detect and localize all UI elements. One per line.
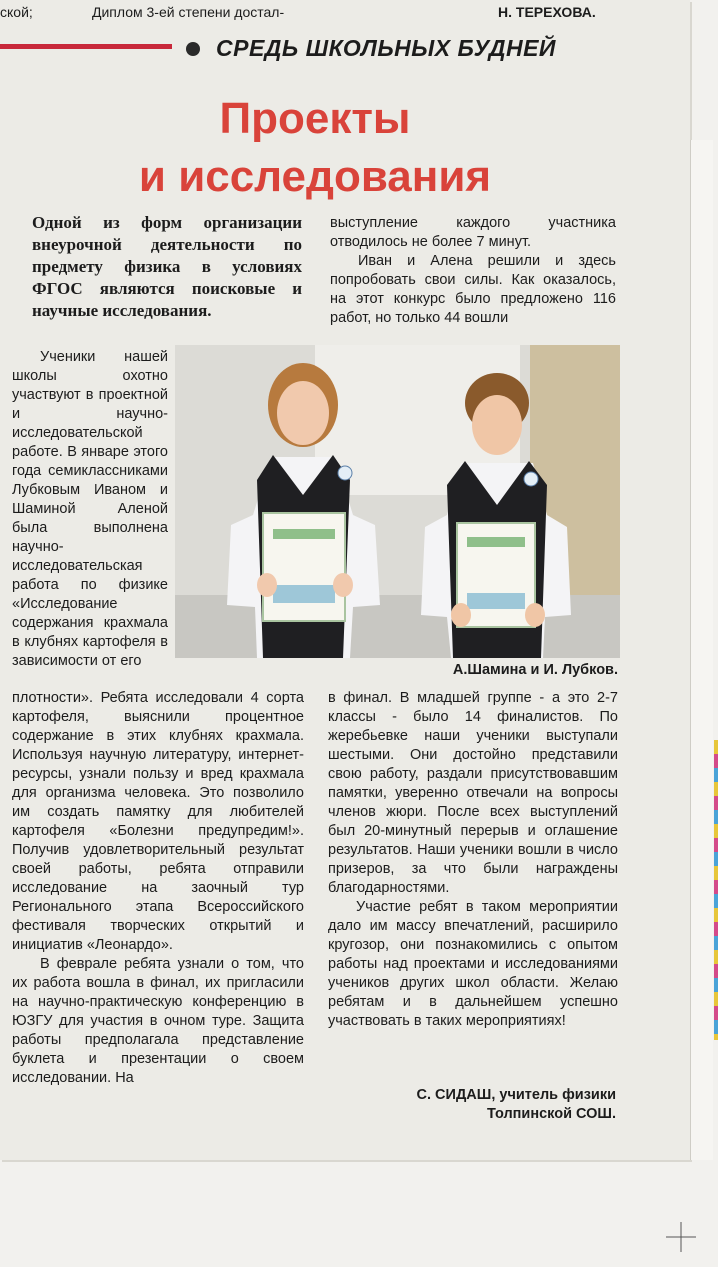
right-column-top <box>330 214 616 328</box>
left-wide-column <box>12 689 304 1088</box>
article-photo <box>175 345 620 658</box>
paragraph: в финал. В младшей группе - а это 2-7 классы - было 14 финалистов. По жеребьевке наши ученики выступали шестыми. Они достойно представили свою работу, раздали присутствовавшим памятки, уверенно отвечали на вопросы членов жюри. После всех выступлений был 20-минутный перерыв и оглашение результатов. Наши ученики вошли в число призеров, за что были награждены благодарностями. <box>328 690 618 896</box>
paragraph: В феврале ребята узнали о том, что их работа вошла в финал, их пригласили на научно-практическую конференцию в ЮЗГУ для участия в очном туре. Защита работы предполагала представление буклета и презентации о своем исследовании. На <box>12 956 304 1086</box>
top-strip <box>0 2 690 22</box>
signature-line-1: С. СИДАШ, учитель физики <box>416 1087 616 1103</box>
print-color-bar <box>714 740 718 1040</box>
article-lead: Одной из форм организации внеурочной деятельности по предмету физика в условиях ФГОС являются поисковые и научные исследования. <box>32 213 302 320</box>
photo-caption: А.Шамина и И. Лубков. <box>452 662 618 678</box>
right-column-bottom <box>328 689 618 1031</box>
paragraph: выступление каждого участника отводилось не более 7 минут. <box>330 215 616 250</box>
paragraph: плотности». Ребята исследовали 4 сорта картофеля, выяснили процентное содержание в этих клубнях крахмала. Используя научную литературу, интернет-ресурсы, узнали пользу и вред крахмала для организма человека. Это позволило им создать памятку для любителей картофеля «Болезни предупредим!». Получив удовлетворительный результат своей работы, ребята отправили исследование на заочный тур Регионального этапа Всероссийского фестиваля творческих открытий и инициатив «Леонардо». <box>12 690 304 953</box>
article-headline <box>100 90 530 206</box>
paragraph: Иван и Алена решили и здесь попробовать свои силы. Как оказалось, на этот конкурс было предложено 116 работ, но только 44 вошли <box>330 253 616 326</box>
paragraph: Участие ребят в таком мероприятии дало им массу впечатлений, расширило кругозор, они познакомились с опытом работы над проектами и исследованиями учеников других школ области. Желаю ребятам и в дальнейшем успешно участвовать в таких мероприятиях! <box>328 899 618 1029</box>
page-edge <box>690 140 713 1160</box>
photo-illustration <box>175 345 620 658</box>
left-narrow-column <box>12 348 168 671</box>
signature-line-2: Толпинской СОШ. <box>487 1106 616 1122</box>
author-signature <box>330 1086 616 1124</box>
prev-article-fragment: ской; <box>0 4 33 20</box>
prev-article-text: Диплом 3-ей степени достал- <box>92 4 285 20</box>
crop-mark-icon <box>666 1222 696 1252</box>
section-rubric: СРЕДЬ ШКОЛЬНЫХ БУДНЕЙ <box>216 35 556 61</box>
headline-line-1: Проекты <box>219 94 411 143</box>
headline-line-2: и исследования <box>138 152 492 201</box>
bullet-icon <box>186 42 200 56</box>
paragraph: Ученики нашей школы охотно участвуют в проектной и научно-исследовательской работе. В январе этого года семиклассниками Лубковым Иваном и Шаминой Аленой была выполнена научно-исследовательская работа по физике «Исследование содержания крахмала в клубнях картофеля в зависимости от его <box>12 349 168 669</box>
prev-article-author: Н. ТЕРЕХОВА. <box>498 4 596 20</box>
rubric-accent-bar <box>0 44 172 49</box>
